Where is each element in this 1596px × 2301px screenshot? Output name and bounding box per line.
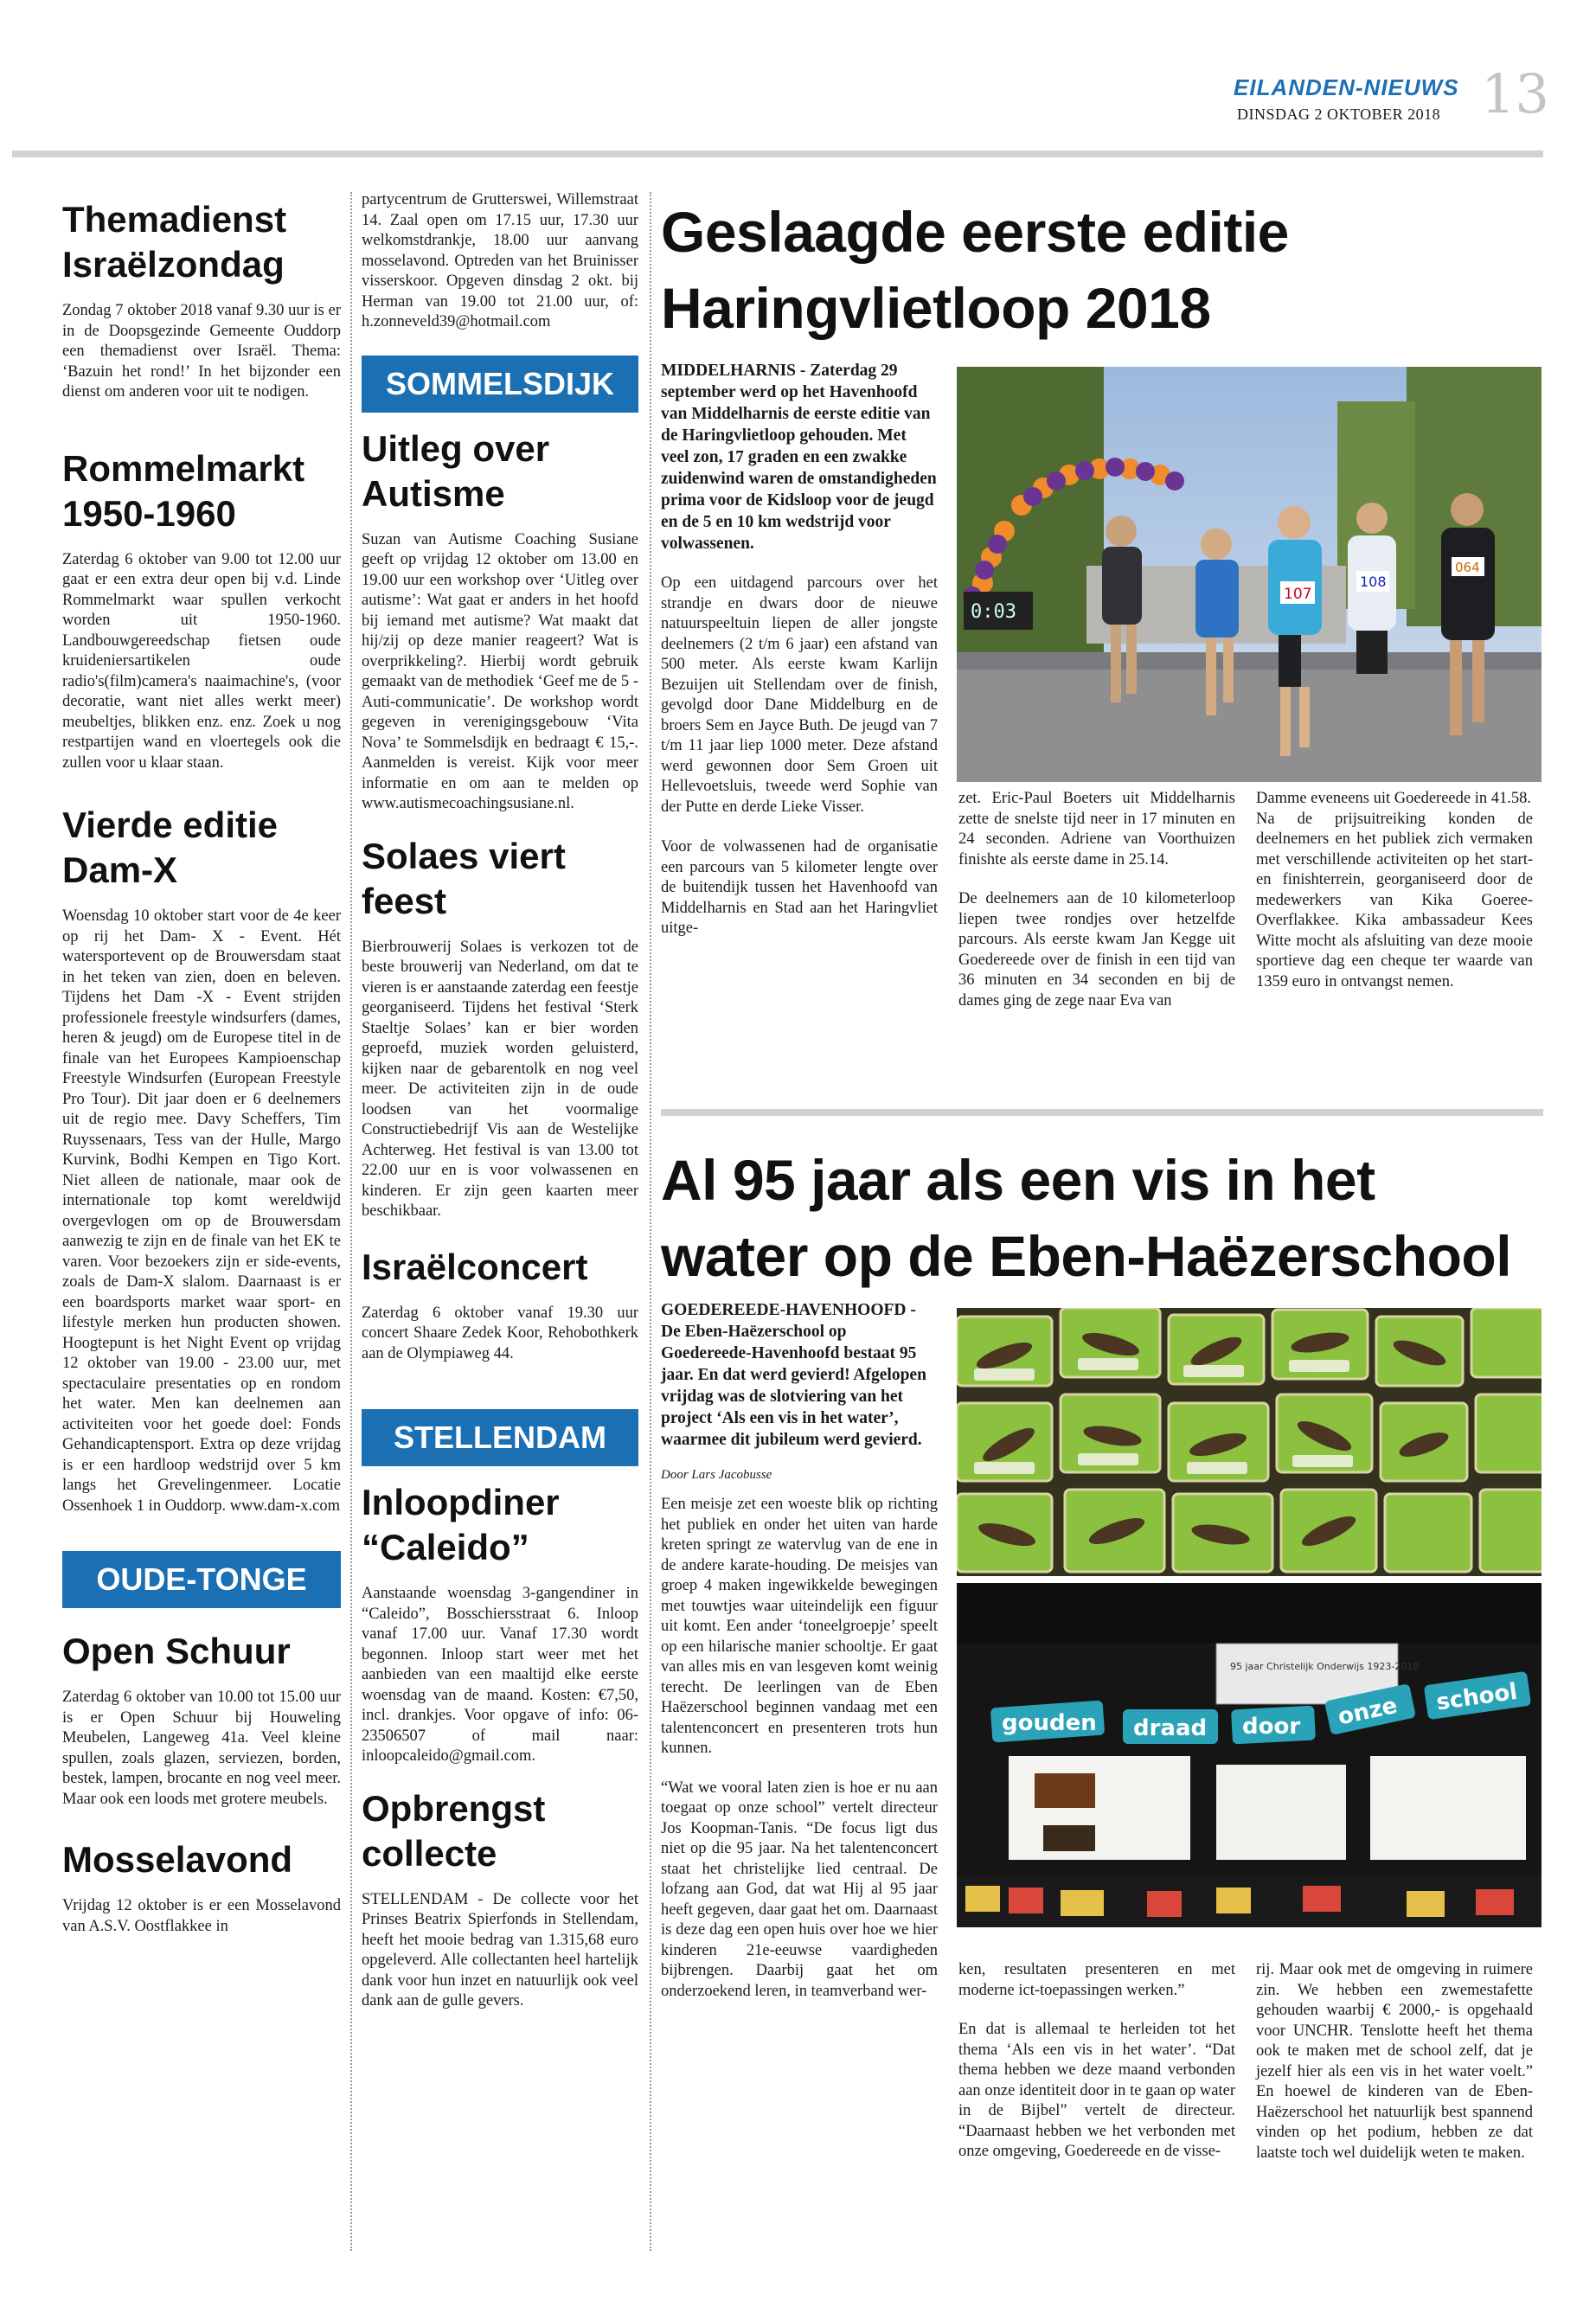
article-body: “Wat we vooral laten zien is hoe er nu aan toegaat op onze school” vertelt directeur Jos Koopman-Tanis. “De focus ligt dus niet op die 95 jaar. Na het talentenconcert staat het christelijke lied centraal. De lofzang aan God, dat wat Hij al 95 jaar heeft gegeven, daar gaat het om. Daarnaast is deze dag een open huis over hoe we hier kinderen 21e-eeuwse vaardigheden bijbrengen. Daarbij gaat het om onderzoekend leren, in teamverband wer-	[661, 1779, 938, 2000]
banner-word: door	[1242, 1714, 1301, 1740]
story1-column-b	[958, 789, 1235, 1011]
article-title: Mosselavond	[62, 1839, 293, 1880]
story1-column-c	[1256, 789, 1533, 992]
column-divider	[350, 192, 352, 2251]
column-divider	[650, 192, 651, 2251]
story-headline: Geslaagde eerste editie Haringvlietloop 2018	[661, 200, 1289, 340]
banner-word: draad	[1133, 1715, 1208, 1741]
banner-word: onze	[1336, 1692, 1400, 1731]
story2-lead-column	[661, 1299, 938, 2002]
story2-column-c	[1256, 1960, 1533, 2163]
banner-word: school	[1434, 1678, 1519, 1716]
article-body: ken, resultaten presenteren en met moderne ict-toepassingen werken.”	[958, 1961, 1235, 1999]
article-title: Solaes viert feest	[362, 835, 566, 921]
board-caption: 95 jaar Christelijk Onderwijs 1923-2018	[1230, 1661, 1420, 1672]
article-title: Themadienst Israëlzondag	[62, 199, 287, 285]
article-title: Israëlconcert	[362, 1246, 588, 1287]
article-body: Op een uitdagend parcours over het strandje en dwars door de nieuwe natuurspeeltuin liepen de aller jongste deelnemers (2 t/m 6 jaar) een afstand van 500 meter. Als eerste kwam Karlijn Bezuijen uit Stellendam over de finish, gevolgd door Dane Middelburg en de broers Sem en Jayce Buth. De jeugd van 7 t/m 11 jaar liep 1000 meter. Deze afstand werd gewonnen door Sem Groen uit Hellevoetsluis, tweede werd Sophie van der Putte en derde Lieke Visser.	[661, 574, 938, 816]
article-title: Opbrengst collecte	[362, 1787, 546, 1874]
article-body: Zaterdag 6 oktober van 10.00 tot 15.00 uur is er Open Schuur bij Houweling Meubelen, Langeweg 41a. Veel kleine spullen, zoals glazen, serviezen, borden, bestek, lampen, brocante en nog veel meer. Maar ook een loods met grotere meubels.	[62, 1689, 341, 1808]
article-body: zet. Eric-Paul Boeters uit Middelharnis zette de snelste tijd neer in 17 minuten en 24 seconden. Adriene van Voorthuizen finishte als eerste dame in 25.14.	[958, 790, 1235, 868]
article-title: Inloopdiner “Caleido”	[362, 1482, 560, 1567]
article-body: Aanstaande woensdag 3-gangendiner in “Caleido”, Bosschiersstraat 6. Inloop vanaf 17.00 uur. Vanaf 17.30 wordt begonnen. Inloop start weer met het aanbieden van een maaltijd elke eerste woensdag van de maand. Kosten: €7,50, incl. drankjes. Voor opgave of info: 06-23506507 of mail naar: inloopcaleido@gmail.com.	[362, 1585, 638, 1765]
article-body: Bierbrouwerij Solaes is verkozen tot de beste brouwerij van Nederland, om dat te vieren is er aanstaande zaterdag een feestje georganiseerd. Tijdens het festival ‘Sterk Staeltje Solaes’ kan er bier worden geproefd, muziek worden geluisterd, kijken naar de gebarentolk en nog veel meer. De activiteiten zijn in de oude loodsen van het voormalige Constructiebedrijf Vis aan de Westelijke Achterweg. Het festival is van 13.00 tot 22.00 uur en is voor volwassenen en kinderen. Er zijn geen kaarten meer beschikbaar.	[362, 938, 638, 1220]
issue-date: DINSDAG 2 OKTOBER 2018	[1237, 106, 1441, 123]
masthead-brand: EILANDEN-NIEUWS	[1234, 74, 1459, 100]
byline: Door Lars Jacobusse	[661, 1468, 772, 1482]
race-photo	[957, 367, 1542, 782]
article-body: Een meisje zet een woeste blik op richting het publiek en onder het uiten van harde kreten springt ze watervlug van de ene in de andere karate-houding. De meisjes van groep 4 maken ingewikkelde bewegingen met touwtjes waar uiteindelijk een figuur uit komt. Een ander ‘toneelgroepje’ speelt op een hilarische manier schooltje. Er gaat van alles mis en van lesgeven komt weinig terecht. De leerlingen van de Eben Haëzerschool beginnen vandaag met een talentenconcert en presenteren trots hun kunnen.	[661, 1496, 938, 1757]
header-rule	[12, 151, 1543, 157]
article-body: STELLENDAM - De collecte voor het Prinses Beatrix Spierfonds in Stellendam, heeft het mooie bedrag van 1.315,68 euro opgeleverd. Alle collectanten heel hartelijk dank voor hun inzet en natuurlijk ook veel dank aan de gulle gevers.	[362, 1890, 638, 2009]
story1-lead-column	[661, 360, 938, 939]
article-body: partycentrum de Grutterswei, Willemstraat 14. Zaal open om 17.15 uur, 17.30 uur welkomstdrankje, 18.00 uur aanvang mosselavond. Optreden van het Bruinisser visserskoor. Opgeven dinsdag 2 okt. bij Herman van 19.00 tot 21.00 uur, of: h.zonneveld39@hotmail.com	[362, 191, 638, 330]
story-lead: GOEDEREEDE-HAVENHOOFD - De Eben-Haëzerschool op Goedereede-Havenhoofd bestaat 95 jaar. En dat werd gevierd! Afgelopen vrijdag was de slotviering van het project ‘Als een vis in het water’, waarmee dit jubileum werd gevierd.	[661, 1301, 926, 1449]
section-band-sommelsdijk: SOMMELSDIJK	[362, 356, 638, 413]
cakes-photo	[957, 1308, 1542, 1576]
banner-word: gouden	[1002, 1710, 1097, 1736]
article-body: Zaterdag 6 oktober vanaf 19.30 uur concert Shaare Zedek Koor, Rehobothkerk aan de Olympiaweg 44.	[362, 1304, 638, 1362]
fish-cakes-illustration	[957, 1308, 1542, 1576]
article-title: Uitleg over Autisme	[362, 427, 550, 514]
article-title: Vierde editie Dam-X	[62, 804, 279, 890]
article-body: Vrijdag 12 oktober is er een Mosselavond van A.S.V. Oostflakkee in	[62, 1897, 341, 1935]
article-body: De deelnemers aan de 10 kilometerloop liepen twee rondjes over hetzelfde parcours. Als eerste kwam Jan Kegge uit Goedereede over de finish in een tijd van 36 minuten en 34 seconden en bij de dames ging de zege naar Eva van	[958, 890, 1235, 1009]
article-body: Suzan van Autisme Coaching Susiane geeft op vrijdag 12 oktober om 13.00 en 19.00 uur een workshop over ‘Uitleg over autisme’: Wat gaat er anders in het hoofd bij iemand met autisme? Wat maakt dat hij/zij op deze manier reageert? Wat is overprikkeling?. Hierbij wordt gebruik gemaakt van de methodiek ‘Geef me de 5 - Auti-communicatie’. De workshop wordt gegeven in verenigingsgebouw ‘Vita Nova’ te Sommelsdijk en bedraagt € 15,-. Aanmelden is vereist. Kijk voor meer informatie en om aan te melden op www.autismecoachingsusiane.nl.	[362, 530, 638, 812]
school-board-illustration	[957, 1583, 1542, 1927]
section-band-oude-tonge: OUDE-TONGE	[62, 1551, 341, 1608]
section-band-stellendam: STELLENDAM	[362, 1409, 638, 1466]
race-bib: 064	[1455, 560, 1480, 575]
article-body: En dat is allemaal te herleiden tot het thema ‘Als een vis in het water’. “Dat thema hebben we deze maand verbonden aan onze identiteit door in te gaan op water in de Bijbel” vertelt de directeur. “Daarnaast hebben we het verbonden met onze omgeving, Goedereede en de visse-	[958, 2021, 1235, 2160]
race-bib: 108	[1360, 574, 1387, 590]
page-number: 13	[1481, 62, 1549, 125]
story-divider	[661, 1109, 1543, 1116]
race-photo-illustration	[957, 367, 1542, 782]
race-bib: 107	[1284, 586, 1312, 603]
article-title: Rommelmarkt 1950-1960	[62, 447, 305, 534]
article-body: Damme eveneens uit Goedereede in 41.58.	[1256, 790, 1531, 807]
article-body: rij. Maar ook met de omgeving in ruimere zin. We hebben een zwemestafette gehouden waarbij € 2000,- is opgehaald voor UNCHR. Tenslotte heeft het thema ook te maken met de school zelf, dat je jezelf hier als een vis in het water voelt.” En hoewel de kinderen van de Eben-Haëzerschool het natuurlijk best spannend vinden op het podium, hebben ze dat laatste toch wel duidelijk weten te maken.	[1256, 1961, 1533, 2162]
article-body: Woensdag 10 oktober start voor de 4e keer op rij het Dam- X - Event. Hét watersportevent op de Brouwersdam staat in het teken van zien, doen en beleven. Tijdens het Dam -X - Event strijden professionele freestyle windsurfers (dames, heren & jeugd) om de Europese titel in de finale van het Europees Kampioenschap Freestyle Windsurfen (European Freestyle Pro Tour). Dit jaar doen er 6 deelnemers uit de regio mee. Davy Scheffers, Tim Ruyssenaars, Tess van der Hulle, Margo Kurvink, Bodhi Kempen en Tigo Kort. Niet alleen de nationale, maar ook de internationale top komt wereldwijd overgevlogen om op de Brouwersdam aanwezig te zijn en de finale van het EK te varen. Voor bezoekers zijn er side-events, zoals de Dam-X slalom. Daarnaast is er een boardsports market waar sport- en lifestyle merken hun producten showen. Hoogtepunt is het Night Event op vrijdag 12 oktober van 19.00 - 23.00 uur, met spectaculaire presentaties op en rondom het water. Men kan deelnemen aan activiteiten voor het goede doel: Fonds Gehandicaptensport. Extra op deze vrijdag is er een hardloop wedstrijd over 5 km langs het Grevelingenmeer. Locatie Ossenhoek 1 in Ouddorp. www.dam-x.com	[62, 907, 341, 1515]
article-title: Open Schuur	[62, 1631, 291, 1671]
race-clock: 0:03	[971, 601, 1016, 623]
story-headline: Al 95 jaar als een vis in het water op de Eben-Haëzerschool	[661, 1148, 1512, 1288]
story2-column-b	[958, 1960, 1235, 2163]
article-body: Voor de volwassenen had de organisatie een parcours van 5 kilometer lengte over de buitendijk tussen het Havenhoofd van Middelharnis en Stad aan het Haringvliet uitge-	[661, 838, 938, 937]
article-body: Na de prijsuitreiking konden de deelnemers en het publiek zich vermaken met verschillende activiteiten op het start- en finishterrein, georganiseerd door de medewerkers van Kika Goeree-Overflakkee. Kika ambassadeur Kees Witte mocht als afsluiting van deze mooie sportieve dag een cheque ter waarde van 1359 euro in ontvangst nemen.	[1256, 810, 1533, 990]
column-1	[62, 197, 341, 1937]
column-2	[362, 190, 638, 2012]
article-body: Zaterdag 6 oktober van 9.00 tot 12.00 uur gaat er een extra deur open bij v.d. Linde Rommelmarkt waar spullen verkocht worden uit 1950-1960. Landbouwgereedschap fietsen oude kruideniersartikelen oude radio's(film)camera's naaimachine's, (voor decoratie, want niet alles werkt meer) meubeltjes, blikken enz. enz. Zoek u nog restpartijen wand en vloertegels ook die zullen voor u klaar staan.	[62, 550, 341, 772]
school-board-photo	[957, 1583, 1542, 1927]
story-lead: MIDDELHARNIS - Zaterdag 29 september werd op het Havenhoofd van Middelharnis de eerste editie van de Haringvlietloop gehouden. Met veel zon, 17 graden en een zwakke zuidenwind waren de omstandigheden prima voor de Kidsloop voor de jeugd en de 5 en 10 km wedstrijd voor volwassenen.	[661, 362, 937, 553]
article-body: Zondag 7 oktober 2018 vanaf 9.30 uur is er in de Doopsgezinde Gemeente Ouddorp een themadienst over Israël. Thema: ‘Bazuin het rond!’ In het bijzonder een dienst om anderen voor uit te nodigen.	[62, 302, 341, 401]
